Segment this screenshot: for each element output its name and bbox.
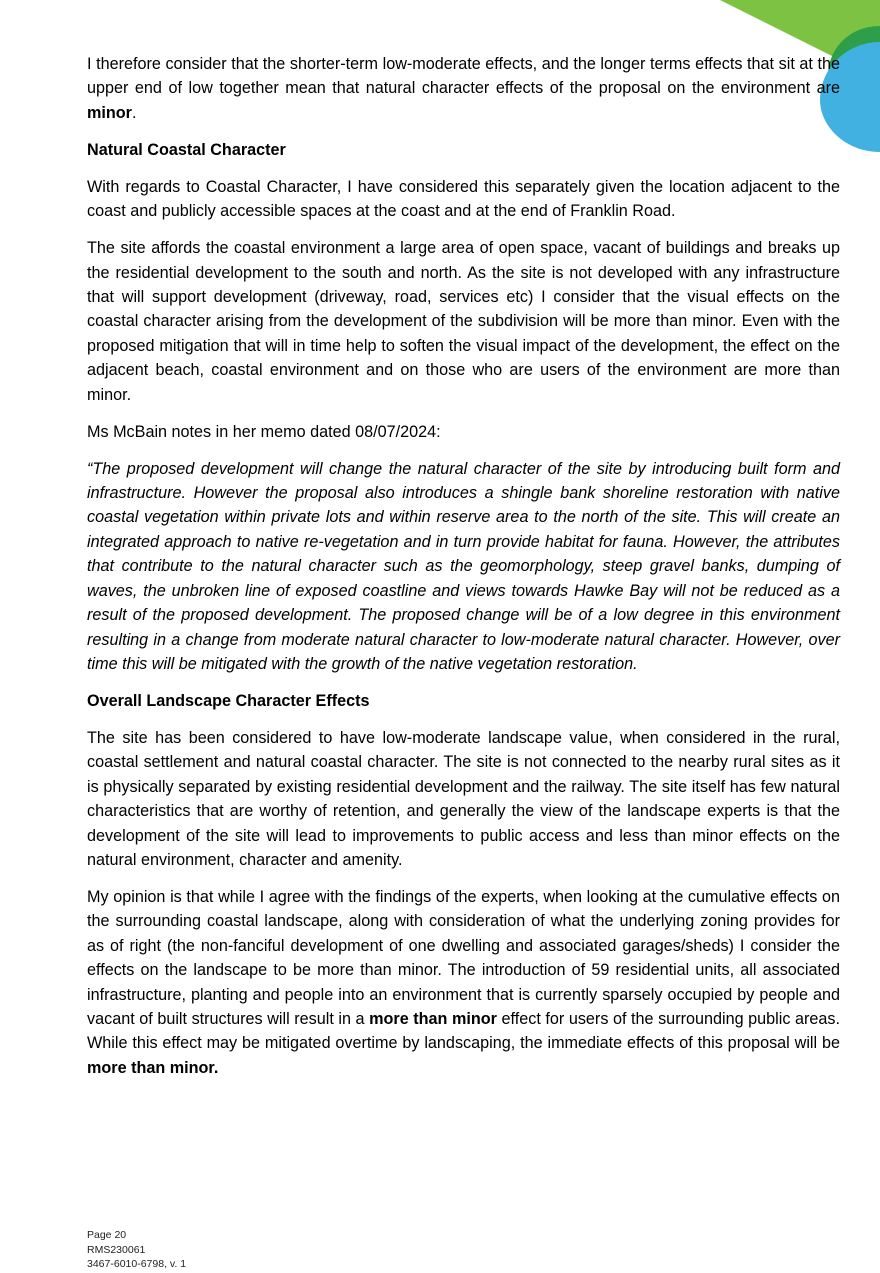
- quote-mcbain: “The proposed development will change the natural character of the site by introducing built form and infrastructure. However the proposal also introduces a shingle bank shoreline restoration with native coastal vegetation within private lots and within reserve area to the north of the site. This will create an integrated approach to native re-vegetation and in turn provide habitat for fauna. However, the attributes that contribute to the natural character such as the geomorphology, steep gravel banks, dumping of waves, the unbroken line of exposed coastline and views towards Hawke Bay will not be reduced as a result of the proposed development. The proposed change will be of a low degree in this environment resulting in a change from moderate natural character to low-moderate natural character. However, over time this will be mitigated with the growth of the native vegetation restoration.: [87, 459, 840, 673]
- page-footer: [87, 1228, 186, 1272]
- paragraph-coastal-visual-effects: The site affords the coastal environment a large area of open space, vacant of buildings and breaks up the residential development to the south and north. As the site is not developed with any infrastructure that will support development (driveway, road, services etc) I consider that the visual effects on the coastal character arising from the development of the subdivision will be more than minor. Even with the proposed mitigation that will in time help to soften the visual impact of the development, the effect on the adjacent beach, coastal environment and on those who are users of the environment are more than minor.: [87, 239, 840, 404]
- footer-document-id: 3467-6010-6798, v. 1: [87, 1258, 187, 1270]
- footer-page-number: Page 20: [87, 1229, 127, 1241]
- heading-overall-landscape-character: Overall Landscape Character Effects: [87, 691, 370, 710]
- footer-reference: RMS230061: [87, 1243, 146, 1256]
- heading-natural-coastal-character: Natural Coastal Character: [87, 140, 286, 159]
- paragraph-coastal-character-intro: With regards to Coastal Character, I have considered this separately given the location adjacent to the coast and publicly accessible spaces at the coast and at the end of Franklin Road.: [87, 177, 840, 221]
- paragraph-opinion: My opinion is that while I agree with the findings of the experts, when looking at the cumulative effects on the surrounding coastal landscape, along with consideration of what the underlying zoning provides for as of right (the non-fanciful development of one dwelling and associated garages/sheds) I consider the effects on the landscape to be more than minor. The introduction of 59 residential units, all associated infrastructure, planting and people into an environment that is currently sparsely occupied by people and vacant of built structures will result in a more than minor effect for users of the surrounding public areas. While this effect may be mitigated overtime by landscaping, the immediate effects of this proposal will be more than minor.: [87, 887, 840, 1077]
- paragraph-landscape-value: The site has been considered to have low-moderate landscape value, when considered in the rural, coastal settlement and natural coastal character. The site is not connected to the nearby rural sites as it is physically separated by existing residential development and the railway. The site itself has few natural characteristics that are worthy of retention, and generally the view of the landscape experts is that the development of the site will lead to improvements to public access and less than minor effects on the natural environment, character and amenity.: [87, 728, 840, 869]
- document-body: [87, 52, 840, 1093]
- emphasis-more-than-minor-1: more than minor: [369, 1009, 497, 1028]
- emphasis-more-than-minor-2: more than minor.: [87, 1058, 219, 1077]
- emphasis-minor: minor: [87, 103, 132, 122]
- paragraph-natural-character-conclusion: I therefore consider that the shorter-term low-moderate effects, and the longer terms effects that sit at the upper end of low together mean that natural character effects of the proposal on the environment are minor.: [87, 55, 840, 122]
- paragraph-mcbain-memo: Ms McBain notes in her memo dated 08/07/2024:: [87, 422, 441, 441]
